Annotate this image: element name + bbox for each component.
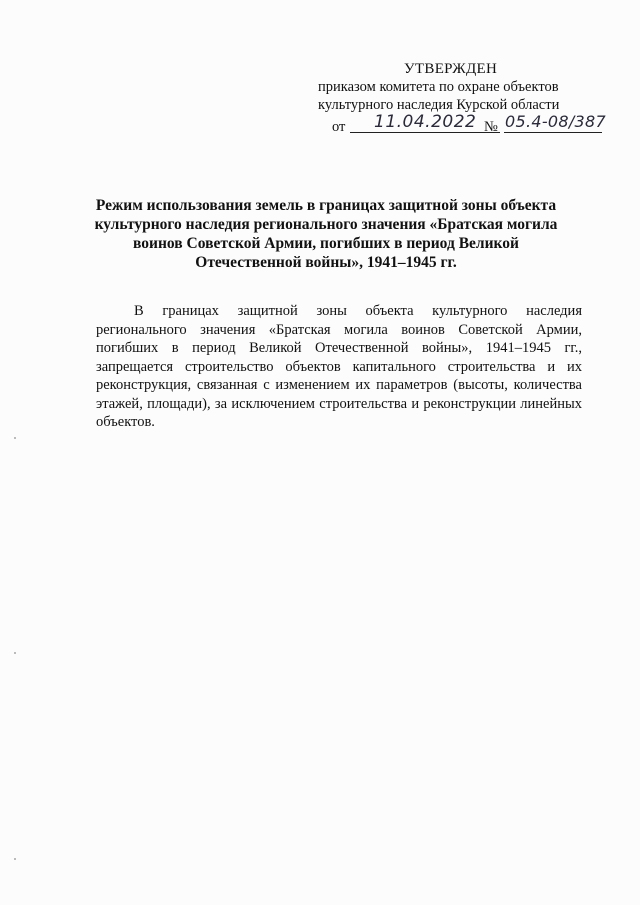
document-title: Режим использования земель в границах защитной зоны объекта культурного наследия регионального значения «Братская могила воинов Советской Армии, погибших в период Великой Отечественной войны», 1941–1945 гг. bbox=[94, 197, 558, 271]
number-label: № bbox=[484, 119, 498, 135]
approval-line-2: культурного наследия Курской области bbox=[318, 97, 560, 113]
approval-line-1: приказом комитета по охране объектов bbox=[318, 79, 559, 95]
scan-mark bbox=[14, 437, 16, 439]
scan-mark bbox=[14, 652, 16, 654]
handwritten-date: 11.04.2022 bbox=[374, 112, 477, 132]
date-number-line bbox=[318, 112, 618, 138]
scan-mark bbox=[14, 858, 16, 860]
number-underline bbox=[504, 132, 602, 133]
approval-stamp-block bbox=[318, 60, 618, 138]
date-underline bbox=[350, 132, 500, 133]
approved-heading: УТВЕРЖДЕН bbox=[404, 61, 498, 77]
handwritten-number: 05.4-08/387 bbox=[505, 112, 606, 131]
document-body-paragraph: В границах защитной зоны объекта культурного наследия регионального значения «Братская могила воинов Советской Армии, погибших в период Великой Отечественной войны», 1941–1945 гг., запрещается строительство объектов капитального строительства и их реконструкция, связанная с изменением их параметров (высоты, количества этажей, площади), за исключением строительства и реконструкции линейных объектов. bbox=[96, 303, 582, 430]
date-label: от bbox=[332, 119, 346, 135]
